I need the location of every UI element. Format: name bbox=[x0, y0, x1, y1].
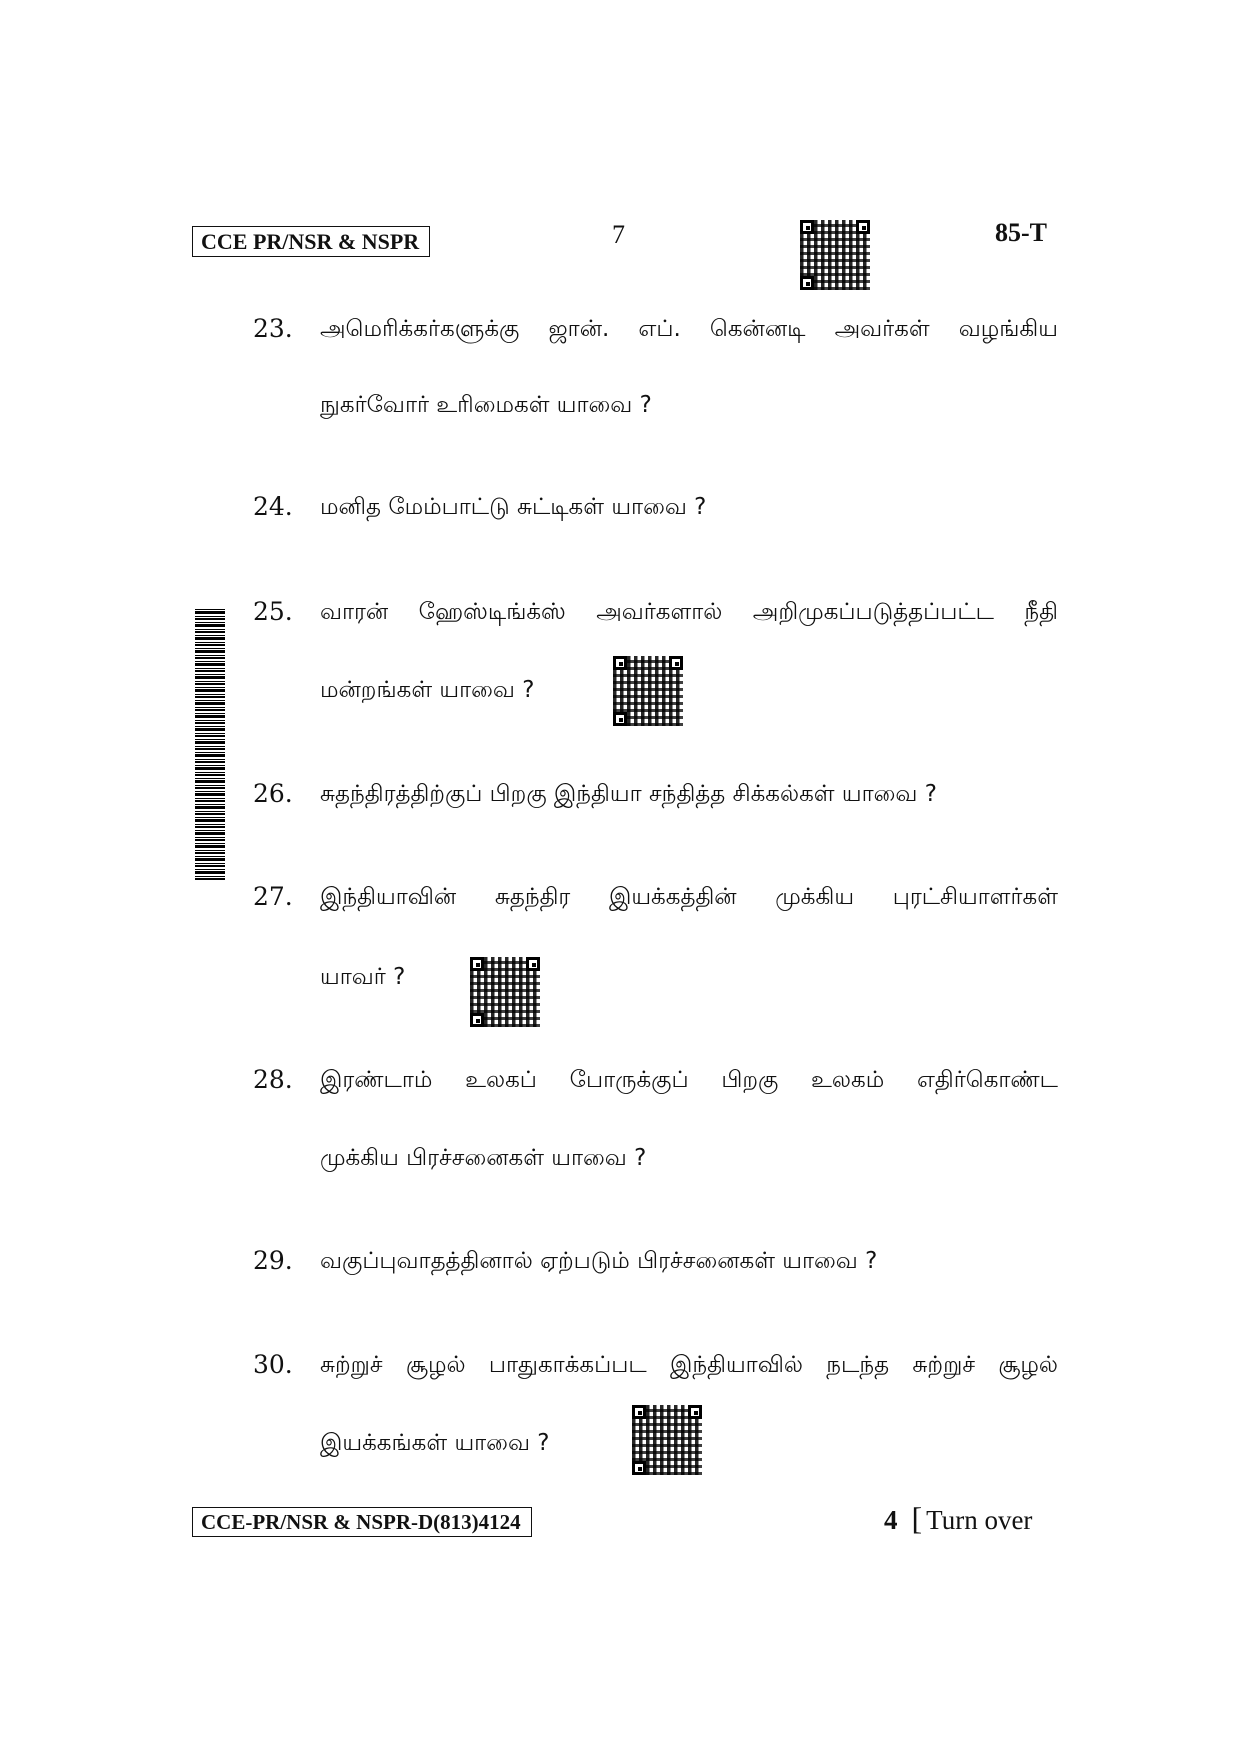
question-number-25: 25. bbox=[253, 597, 293, 626]
question-29-line-1: வகுப்புவாதத்தினால் ஏற்படும் பிரச்சனைகள் யாவை ? bbox=[320, 1248, 878, 1274]
question-25-line-2: மன்றங்கள் யாவை ? bbox=[320, 677, 535, 703]
footer-exam-code: CCE-PR/NSR & NSPR-D(813)4124 bbox=[192, 1507, 532, 1537]
question-28-line-1: இரண்டாம் உலகப் போருக்குப் பிறகு உலகம் எதிர்கொண்ட bbox=[320, 1067, 1058, 1093]
paper-code: 85-T bbox=[995, 218, 1047, 247]
question-number-30: 30. bbox=[253, 1350, 293, 1379]
question-number-27: 27. bbox=[253, 882, 293, 911]
question-number-29: 29. bbox=[253, 1246, 293, 1275]
qr-code-icon bbox=[470, 957, 540, 1027]
qr-code-icon bbox=[632, 1405, 702, 1475]
question-30-line-2: இயக்கங்கள் யாவை ? bbox=[320, 1430, 550, 1456]
header-exam-code: CCE PR/NSR & NSPR bbox=[192, 226, 430, 257]
side-barcode-icon bbox=[195, 607, 225, 880]
qr-code-icon bbox=[613, 656, 683, 726]
question-number-28: 28. bbox=[253, 1065, 293, 1094]
question-23-line-2: நுகர்வோர் உரிமைகள் யாவை ? bbox=[320, 392, 652, 418]
question-23-line-1: அமெரிக்கர்களுக்கு ஜான். எப். கென்னடி அவர்கள் வழங்கிய bbox=[320, 316, 1058, 342]
question-number-26: 26. bbox=[253, 779, 293, 808]
question-30-line-1: சுற்றுச் சூழல் பாதுகாக்கப்பட இந்தியாவில் நடந்த சுற்றுச் சூழல் bbox=[320, 1352, 1058, 1378]
question-27-line-1: இந்தியாவின் சுதந்திர இயக்கத்தின் முக்கிய புரட்சியாளர்கள் bbox=[320, 884, 1058, 910]
footer-turn-over bbox=[884, 1500, 1032, 1537]
question-28-line-2: முக்கிய பிரச்சனைகள் யாவை ? bbox=[320, 1145, 647, 1171]
turn-over-label: Turn over bbox=[926, 1505, 1033, 1535]
page-number: 7 bbox=[612, 220, 625, 249]
footer-page-number: 4 bbox=[884, 1505, 898, 1535]
question-number-23: 23. bbox=[253, 314, 293, 343]
question-25-line-1: வாரன் ஹேஸ்டிங்க்ஸ் அவர்களால் அறிமுகப்படுத்தப்பட்ட நீதி bbox=[320, 599, 1058, 625]
header-qr-code-icon bbox=[800, 220, 870, 290]
question-27-line-2: யாவர் ? bbox=[320, 964, 406, 990]
question-number-24: 24. bbox=[253, 492, 293, 521]
question-24-line-1: மனித மேம்பாட்டு சுட்டிகள் யாவை ? bbox=[320, 494, 707, 520]
footer-bracket: [ bbox=[911, 1500, 923, 1536]
question-26-line-1: சுதந்திரத்திற்குப் பிறகு இந்தியா சந்தித்த சிக்கல்கள் யாவை ? bbox=[320, 781, 937, 807]
